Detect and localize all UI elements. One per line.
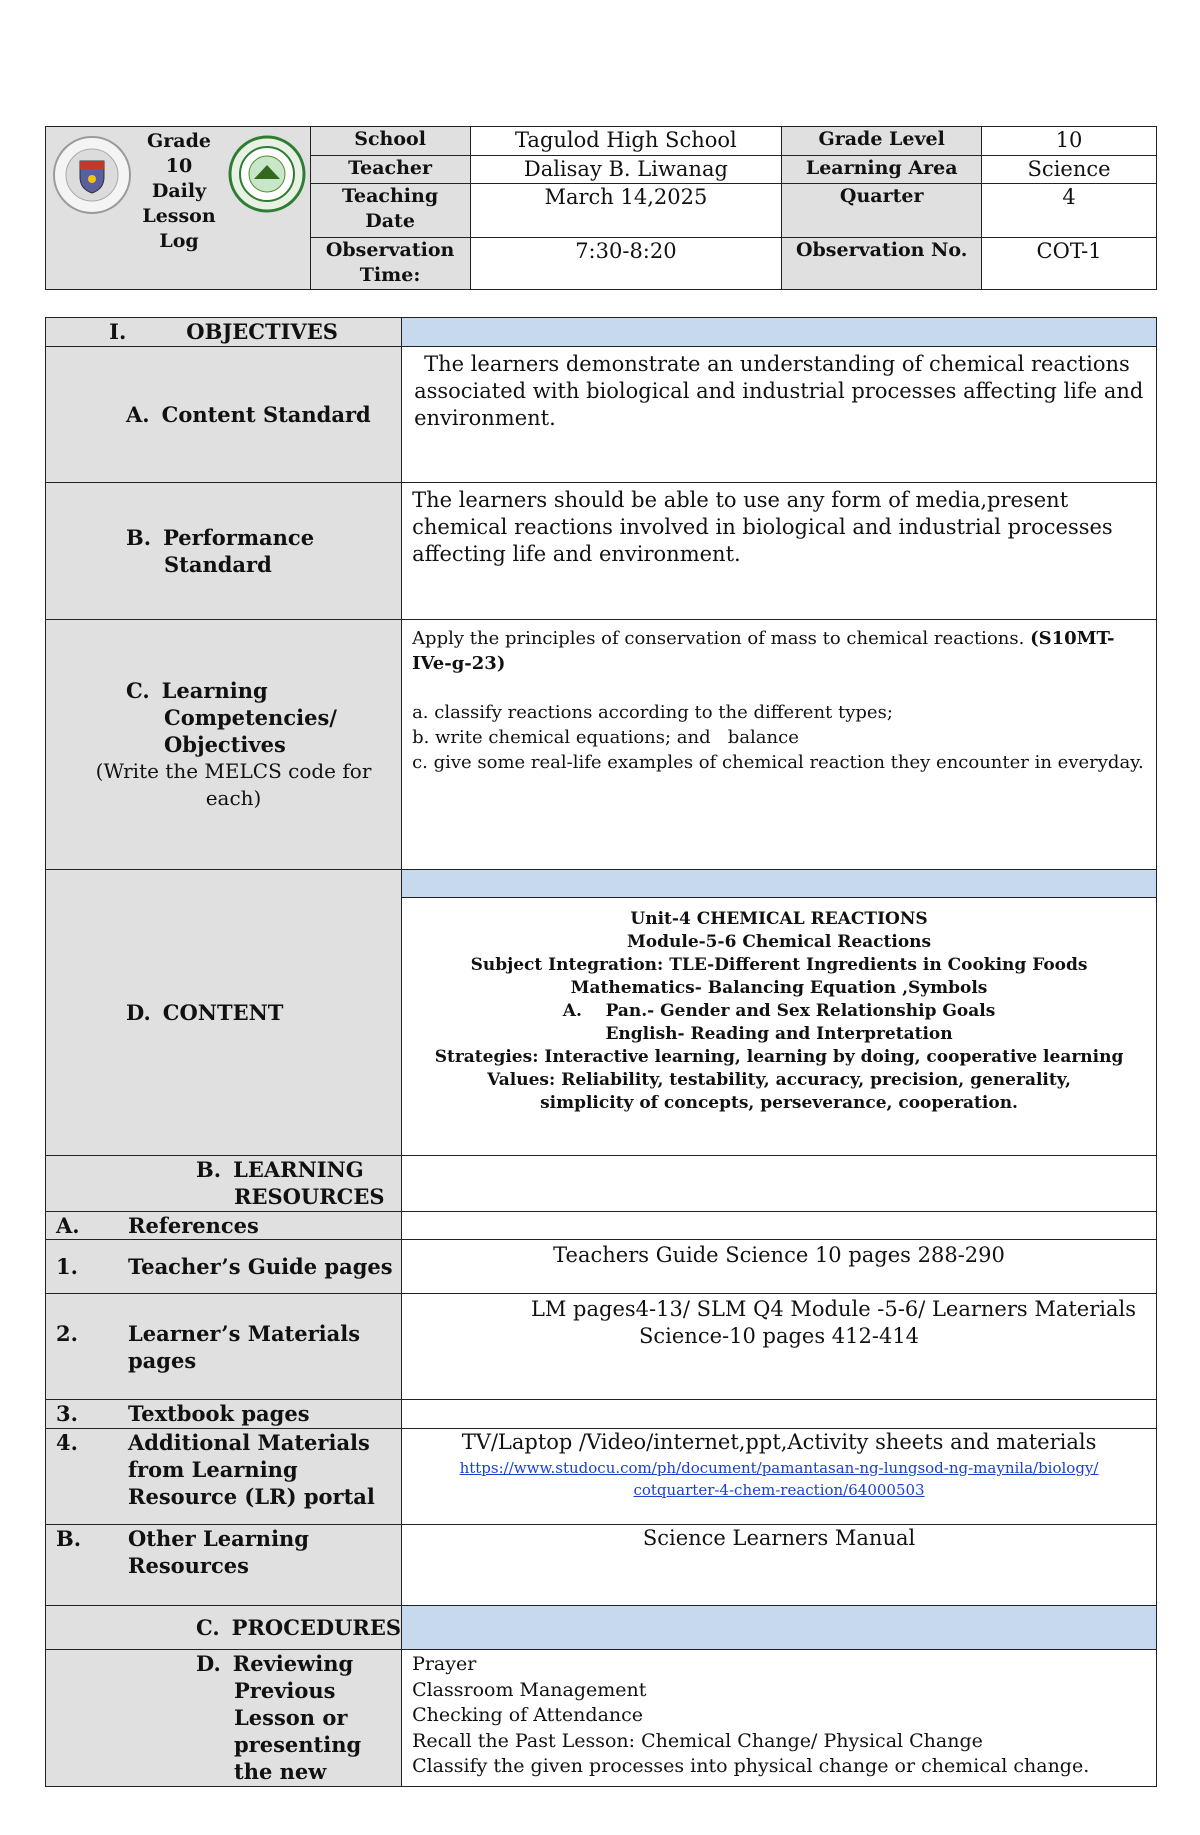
teachers-guide-value: Teachers Guide Science 10 pages 288-290 (402, 1240, 1157, 1294)
deped-seal-icon (52, 135, 132, 215)
logo-cell (46, 127, 311, 290)
observation-time-label: Observation Time: (310, 238, 470, 290)
content-standard-row (46, 347, 1157, 483)
competencies-row (46, 620, 1157, 870)
objectives-heading: I. OBJECTIVES (46, 318, 402, 347)
school-seal-icon (228, 135, 306, 213)
grade-level-value: 10 (982, 127, 1157, 156)
content-blue-row (46, 870, 1157, 898)
observation-no-value: COT-1 (982, 238, 1157, 290)
school-label: School (310, 127, 470, 156)
content-standard-text: The learners demonstrate an understanding of chemical reactions associated with biological and industrial processes affecting life and environment. (402, 347, 1157, 483)
performance-standard-row (46, 483, 1157, 620)
teaching-date-value: March 14,2025 (470, 184, 782, 238)
reviewing-label: D. Reviewing Previous Lesson or presenting the new (46, 1650, 402, 1787)
objectives-blue-band (402, 318, 1157, 347)
other-resources-label: B. Other Learning Resources (46, 1525, 402, 1606)
learning-area-label: Learning Area (782, 156, 982, 184)
procedures-row (46, 1606, 1157, 1650)
grade-level-label: Grade Level (782, 127, 982, 156)
observation-no-label: Observation No. (782, 238, 982, 290)
objectives-row (46, 318, 1157, 347)
observation-time-value: 7:30-8:20 (470, 238, 782, 290)
learning-area-value: Science (982, 156, 1157, 184)
teachers-guide-row (46, 1240, 1157, 1294)
additional-materials-label: 4. Additional Materials from Learning Resource (LR) portal (46, 1429, 402, 1525)
studocu-link[interactable]: https://www.studocu.com/ph/document/pamantasan-ng-lungsod-ng-maynila/biology/ (459, 1459, 1099, 1477)
learning-resources-empty (402, 1156, 1157, 1212)
teaching-date-label: Teaching Date (310, 184, 470, 238)
performance-standard-label: B. Performance Standard (46, 483, 402, 620)
quarter-label: Quarter (782, 184, 982, 238)
content-label: D. CONTENT (46, 870, 402, 1156)
teacher-value: Dalisay B. Liwanag (470, 156, 782, 184)
procedures-label: C. PROCEDURES (46, 1606, 402, 1650)
other-resources-value: Science Learners Manual (402, 1525, 1157, 1606)
performance-standard-text: The learners should be able to use any form of media,present chemical reactions involved in biological and industrial processes affecting life and environment. (402, 483, 1157, 620)
quarter-value: 4 (982, 184, 1157, 238)
textbook-label: 3. Textbook pages (46, 1400, 402, 1429)
other-resources-row (46, 1525, 1157, 1606)
learners-materials-value: LM pages4-13/ SLM Q4 Module -5-6/ Learners Materials Science-10 pages 412-414 (402, 1294, 1157, 1400)
lesson-table (45, 317, 1157, 1787)
reviewing-row (46, 1650, 1157, 1787)
references-label: A. References (46, 1212, 402, 1240)
teacher-label: Teacher (310, 156, 470, 184)
reviewing-text: Prayer Classroom Management Checking of Attendance Recall the Past Lesson: Chemical Change/ Physical Change Classify the given processes into physical change or chemical change. (402, 1650, 1157, 1787)
learning-resources-label: B. LEARNING RESOURCES (46, 1156, 402, 1212)
learners-materials-label: 2. Learner’s Materials pages (46, 1294, 402, 1400)
header-table (45, 126, 1157, 290)
school-value: Tagulod High School (470, 127, 782, 156)
additional-materials-row (46, 1429, 1157, 1525)
studocu-link-continued[interactable]: cotquarter-4-chem-reaction/64000503 (633, 1481, 925, 1499)
textbook-empty (402, 1400, 1157, 1429)
teachers-guide-label: 1. Teacher’s Guide pages (46, 1240, 402, 1294)
additional-materials-value: TV/Laptop /Video/internet,ppt,Activity sheets and materials https://www.studocu.com/ph/document/pamantasan-ng-lungsod-ng-maynila/biology/ cotquarter-4-chem-reaction/64000503 (402, 1429, 1157, 1525)
learning-resources-row (46, 1156, 1157, 1212)
references-empty (402, 1212, 1157, 1240)
learners-materials-row (46, 1294, 1157, 1400)
references-row (46, 1212, 1157, 1240)
competencies-text: Apply the principles of conservation of mass to chemical reactions. (S10MT-IVe-g-23) a. classify reactions according to the different types; b. write chemical equations; and balance c. give some real-life examples of chemical reaction they encounter in everyday. (402, 620, 1157, 870)
log-title: Grade 10 Daily Lesson Log (142, 130, 216, 252)
content-standard-label: A. Content Standard (46, 347, 402, 483)
competencies-label: C. Learning Competencies/ Objectives (Write the MELCS code for each) (46, 620, 402, 870)
content-blue-band (402, 870, 1157, 898)
procedures-blue-band (402, 1606, 1157, 1650)
content-text: Unit-4 CHEMICAL REACTIONS Module-5-6 Chemical Reactions Subject Integration: TLE-Different Ingredients in Cooking Foods Mathematics- Balancing Equation ,Symbols A. Pan.- Gender and Sex Relationship Goals English- Reading and Interpretation Strategies: Interactive learning, learning by doing, cooperative learning Values: Reliability, testability, accuracy, precision, generality, simplicity of concepts, perseverance, cooperation. (402, 898, 1157, 1156)
textbook-row (46, 1400, 1157, 1429)
